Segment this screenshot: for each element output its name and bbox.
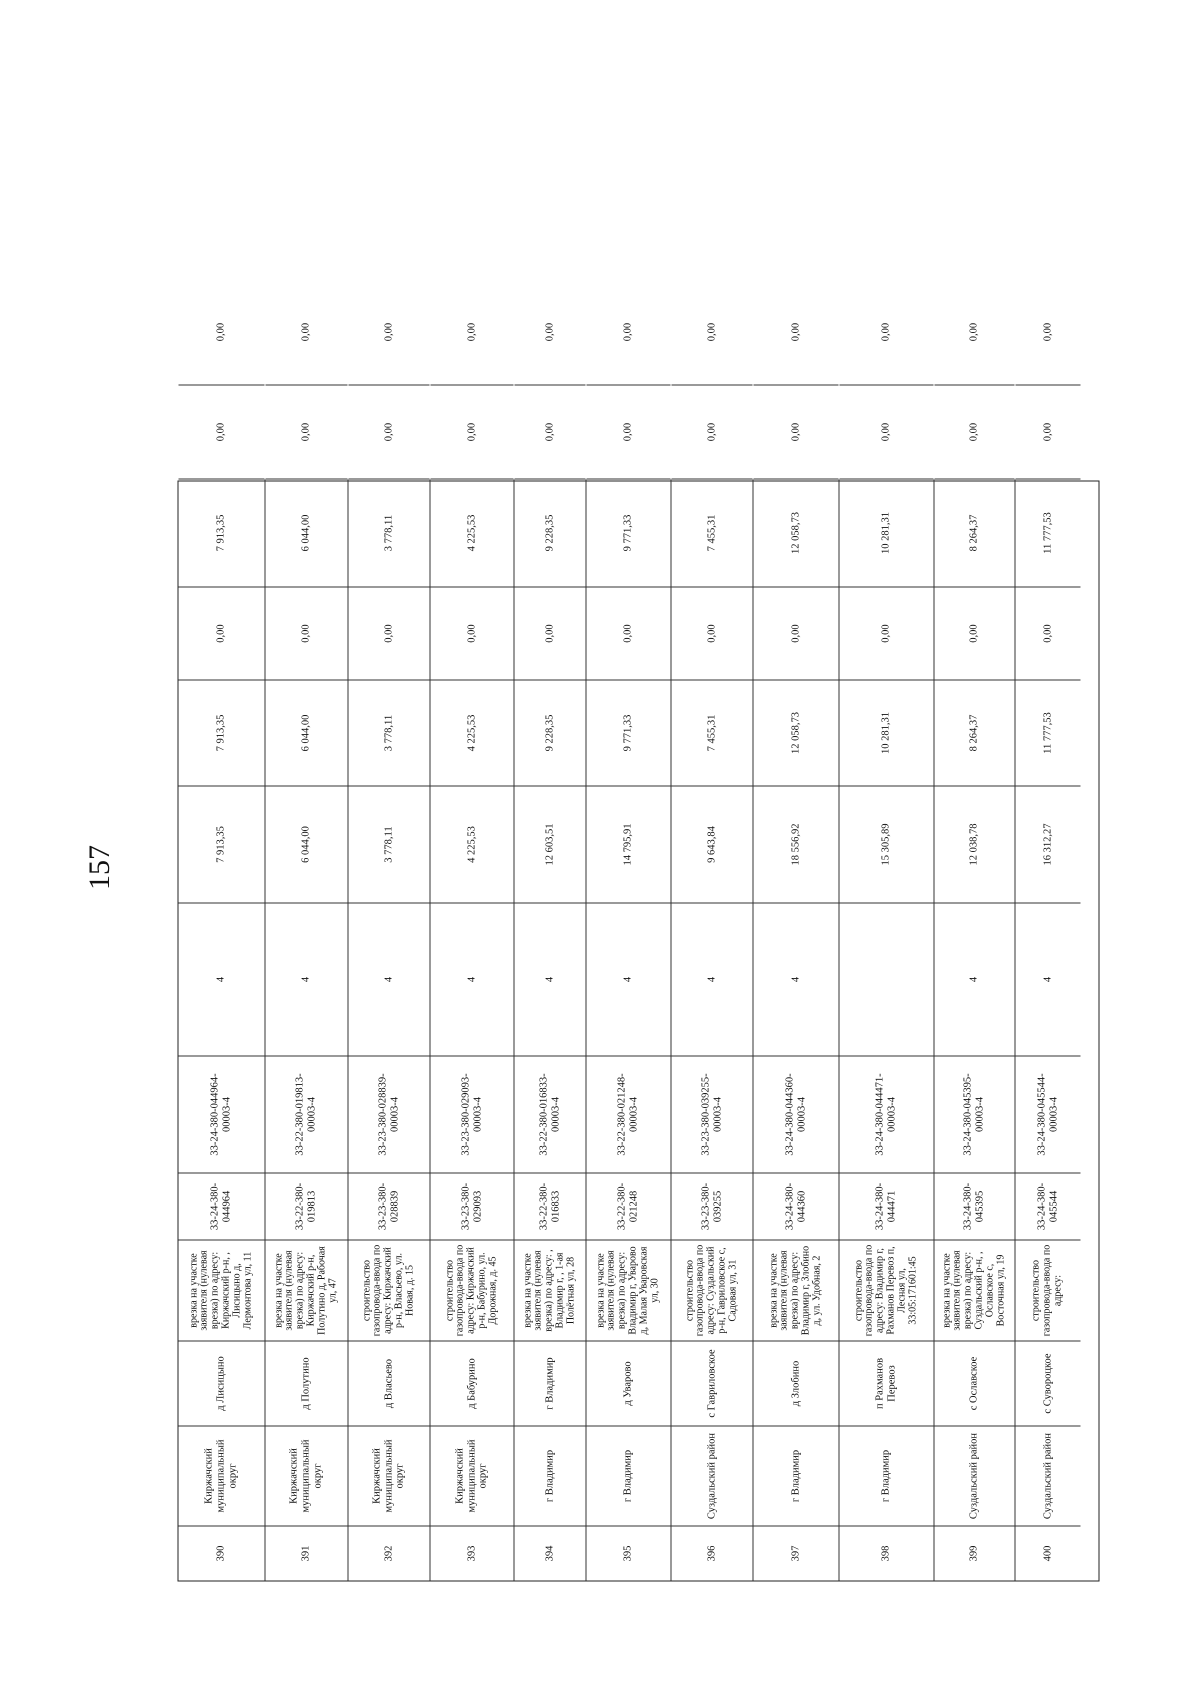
cell-text: врезка на участке заявителя (нулевая врезка) по адресу: Владимир г, Злобино д, ул. Удобная, 2 bbox=[767, 1245, 822, 1335]
cell-text: 4 bbox=[382, 976, 394, 982]
cell-text: 0,00 bbox=[880, 422, 892, 441]
table-row bbox=[585, 322, 670, 1580]
cell-category bbox=[265, 903, 347, 1056]
cell-col8 bbox=[514, 786, 585, 903]
cell-municipality bbox=[671, 1426, 752, 1526]
cell-text: г Владимир bbox=[880, 1449, 892, 1502]
cell-col11 bbox=[348, 479, 429, 587]
cell-col10 bbox=[430, 587, 513, 680]
cell-col12 bbox=[348, 385, 429, 479]
cell-text: строительство газопровода-ввода по адресу: Киржачский р-н, Бабурино, ул. Дорожная, д. 45 bbox=[443, 1244, 498, 1336]
cell-col10 bbox=[586, 587, 670, 680]
cell-text: 4 bbox=[622, 976, 634, 982]
cell-full-code bbox=[934, 1056, 1014, 1173]
table-row bbox=[752, 322, 838, 1580]
table-row bbox=[429, 322, 513, 1580]
cell-col11 bbox=[753, 479, 838, 587]
cell-col9 bbox=[178, 680, 264, 786]
cell-code bbox=[178, 1173, 264, 1240]
cell-text: 397 bbox=[789, 1545, 801, 1561]
cell-text: 8 264,37 bbox=[968, 714, 980, 751]
cell-text: 33-23-380-029093 bbox=[459, 1182, 483, 1230]
cell-text: п Рахманов Перевоз bbox=[874, 1357, 897, 1409]
cell-code bbox=[430, 1173, 513, 1240]
cell-col11 bbox=[178, 479, 264, 587]
cell-code bbox=[1015, 1173, 1080, 1240]
cell-text: 4 225,53 bbox=[465, 514, 477, 551]
cell-text: 33-22-380-021248 bbox=[616, 1182, 639, 1230]
cell-text: 33-22-380-019813-00003-4 bbox=[294, 1072, 317, 1156]
cell-text: 33-24-380-044471 bbox=[874, 1182, 897, 1230]
cell-col13 bbox=[430, 279, 513, 385]
cell-municipality bbox=[430, 1426, 513, 1526]
cell-text: 16 312,27 bbox=[1041, 823, 1053, 865]
cell-text: 11 777,53 bbox=[1041, 711, 1053, 754]
cell-col10 bbox=[934, 587, 1014, 680]
cell-text: 8 264,37 bbox=[968, 514, 980, 551]
cell-text: 0,00 bbox=[1041, 322, 1053, 341]
cell-category bbox=[430, 903, 513, 1056]
cell-text: 6 044,00 bbox=[300, 825, 312, 863]
cell-text: д Бабурино bbox=[465, 1357, 477, 1409]
table-row bbox=[264, 322, 347, 1580]
cell-text: 4 bbox=[1041, 976, 1053, 982]
cell-text: 394 bbox=[543, 1545, 555, 1561]
cell-category bbox=[178, 903, 264, 1056]
cell-text: 33-24-380-045395 bbox=[962, 1182, 985, 1230]
cell-text: 7 455,31 bbox=[705, 514, 717, 551]
cell-locality bbox=[430, 1341, 513, 1426]
cell-col9 bbox=[753, 680, 838, 786]
cell-no bbox=[348, 1526, 429, 1580]
cell-text: 33-22-380-016833-00003-4 bbox=[537, 1072, 561, 1156]
cell-text: 11 777,53 bbox=[1041, 511, 1053, 554]
cell-no bbox=[586, 1526, 670, 1580]
cell-work bbox=[514, 1240, 585, 1341]
cell-full-code bbox=[430, 1056, 513, 1173]
cell-col12 bbox=[839, 385, 933, 479]
cell-text: 33-24-380-045544-00003-4 bbox=[1035, 1072, 1059, 1156]
cell-text: 9 643,84 bbox=[705, 825, 717, 863]
cell-col8 bbox=[178, 786, 264, 903]
cell-text: 4 225,53 bbox=[465, 714, 477, 751]
cell-work bbox=[839, 1240, 933, 1341]
table-row bbox=[347, 322, 429, 1580]
cell-text: Суздальский район bbox=[705, 1432, 717, 1519]
cell-col13 bbox=[934, 279, 1014, 385]
cell-text: 0,00 bbox=[465, 322, 477, 341]
cell-col8 bbox=[348, 786, 429, 903]
cell-no bbox=[671, 1526, 752, 1580]
cell-col10 bbox=[1015, 587, 1080, 680]
cell-text: 3 778,11 bbox=[382, 714, 394, 751]
cell-text: 33-23-380-029093-00003-4 bbox=[459, 1072, 483, 1156]
cell-text: 0,00 bbox=[300, 422, 312, 441]
cell-text: 0,00 bbox=[382, 623, 394, 643]
cell-col10 bbox=[348, 587, 429, 680]
cell-text: 395 bbox=[622, 1545, 634, 1561]
cell-text: 33-24-380-044471-00003-4 bbox=[874, 1072, 897, 1156]
cell-text: с Сувороцкое bbox=[1041, 1352, 1053, 1414]
cell-text: 7 455,31 bbox=[705, 714, 717, 751]
cell-col9 bbox=[265, 680, 347, 786]
cell-text: строительство газопровода-ввода по адресу: bbox=[1030, 1244, 1063, 1336]
cell-text: 4 bbox=[789, 976, 801, 982]
cell-municipality bbox=[514, 1426, 585, 1526]
cell-full-code bbox=[753, 1056, 838, 1173]
cell-text: 18 556,92 bbox=[789, 823, 801, 865]
cell-col13 bbox=[348, 279, 429, 385]
cell-locality bbox=[586, 1341, 670, 1426]
cell-text: 33-24-380-044964-00003-4 bbox=[209, 1072, 232, 1156]
cell-col9 bbox=[934, 680, 1014, 786]
cell-text: д Власьево bbox=[382, 1358, 394, 1408]
cell-col9 bbox=[671, 680, 752, 786]
cell-municipality bbox=[753, 1426, 838, 1526]
cell-full-code bbox=[1015, 1056, 1080, 1173]
cell-locality bbox=[934, 1341, 1014, 1426]
cell-code bbox=[265, 1173, 347, 1240]
cell-text: д Уварово bbox=[622, 1360, 634, 1406]
cell-col13 bbox=[839, 279, 933, 385]
cell-category bbox=[934, 903, 1014, 1056]
table-row bbox=[513, 322, 585, 1580]
cell-text: 12 058,73 bbox=[789, 511, 801, 554]
cell-full-code bbox=[348, 1056, 429, 1173]
cell-no bbox=[753, 1526, 838, 1580]
cell-category bbox=[753, 903, 838, 1056]
cell-col8 bbox=[671, 786, 752, 903]
cell-municipality bbox=[586, 1426, 670, 1526]
cell-text: 7 913,35 bbox=[215, 825, 227, 863]
cell-col8 bbox=[839, 786, 933, 903]
cell-text: д Злобино bbox=[789, 1360, 801, 1406]
cell-municipality bbox=[348, 1426, 429, 1526]
cell-text: с Ославское bbox=[968, 1356, 980, 1410]
cell-locality bbox=[178, 1341, 264, 1426]
cell-work bbox=[348, 1240, 429, 1341]
cell-text: Суздальский район bbox=[968, 1432, 980, 1519]
cell-text: 15 305,89 bbox=[880, 823, 892, 865]
cell-text: 7 913,35 bbox=[215, 514, 227, 551]
cell-text: 0,00 bbox=[968, 623, 980, 643]
cell-text: д Полутино bbox=[300, 1356, 312, 1410]
cell-text: 9 228,35 bbox=[543, 714, 555, 751]
cell-text: г Владимир bbox=[543, 1449, 555, 1502]
cell-text: 0,00 bbox=[880, 322, 892, 341]
cell-work bbox=[586, 1240, 670, 1341]
cell-text: врезка на участке заявителя (нулевая врезка) по адресу: Владимир г, Уварово д, Малая Уваровская ул, 30 bbox=[594, 1245, 660, 1335]
cell-col11 bbox=[839, 479, 933, 587]
cell-text: 391 bbox=[300, 1545, 312, 1561]
cell-work bbox=[1015, 1240, 1080, 1341]
cell-category bbox=[839, 903, 933, 1056]
cell-text: 33-24-380-044360 bbox=[783, 1182, 807, 1230]
cell-text: 0,00 bbox=[543, 322, 555, 341]
cell-locality bbox=[265, 1341, 347, 1426]
cell-text: 0,00 bbox=[215, 422, 227, 441]
cell-col11 bbox=[1015, 479, 1080, 587]
cell-full-code bbox=[178, 1056, 264, 1173]
cell-col8 bbox=[1015, 786, 1080, 903]
cell-col9 bbox=[1015, 680, 1080, 786]
cell-category bbox=[348, 903, 429, 1056]
cell-text: 0,00 bbox=[705, 422, 717, 441]
cell-col9 bbox=[348, 680, 429, 786]
cell-category bbox=[586, 903, 670, 1056]
cell-municipality bbox=[934, 1426, 1014, 1526]
cell-text: 6 044,00 bbox=[300, 714, 312, 751]
cell-text: 0,00 bbox=[300, 322, 312, 341]
cell-municipality bbox=[1015, 1426, 1080, 1526]
cell-col10 bbox=[178, 587, 264, 680]
table-row bbox=[670, 322, 752, 1580]
cell-code bbox=[514, 1173, 585, 1240]
cell-text: г Владимир bbox=[543, 1356, 555, 1410]
cell-text: строительство газопровода-ввода по адресу: Киржачский р-н, Власьево, ул. Новая, д. 15 bbox=[360, 1244, 415, 1336]
cell-text: 0,00 bbox=[382, 322, 394, 341]
cell-text: 0,00 bbox=[215, 623, 227, 643]
cell-work bbox=[178, 1240, 264, 1341]
cell-text: Киржачский муниципальный округ bbox=[288, 1438, 323, 1513]
cell-text: 4 bbox=[300, 976, 312, 982]
cell-col9 bbox=[430, 680, 513, 786]
cell-locality bbox=[671, 1341, 752, 1426]
cell-text: 0,00 bbox=[968, 322, 980, 341]
cell-text: 390 bbox=[215, 1545, 227, 1561]
cell-col11 bbox=[671, 479, 752, 587]
cell-text: 33-23-380-028839 bbox=[376, 1182, 400, 1230]
cell-municipality bbox=[265, 1426, 347, 1526]
cell-text: 0,00 bbox=[880, 623, 892, 643]
cell-text: Киржачский муниципальный округ bbox=[203, 1438, 238, 1513]
cell-text: 0,00 bbox=[300, 623, 312, 643]
cell-col12 bbox=[934, 385, 1014, 479]
cell-text: 0,00 bbox=[1041, 422, 1053, 441]
cell-col10 bbox=[265, 587, 347, 680]
cell-no bbox=[934, 1526, 1014, 1580]
table-row bbox=[178, 322, 264, 1580]
cell-no bbox=[178, 1526, 264, 1580]
cell-text: 399 bbox=[968, 1545, 980, 1561]
cell-col12 bbox=[265, 385, 347, 479]
cell-text: Суздальский район bbox=[1041, 1432, 1053, 1519]
cell-work bbox=[753, 1240, 838, 1341]
cell-text: 9 771,33 bbox=[622, 714, 634, 751]
cell-text: 0,00 bbox=[382, 422, 394, 441]
cell-text: 3 778,11 bbox=[382, 825, 394, 863]
cell-col9 bbox=[586, 680, 670, 786]
cell-text: 0,00 bbox=[968, 422, 980, 441]
cell-col10 bbox=[753, 587, 838, 680]
cell-text: 0,00 bbox=[465, 422, 477, 441]
cell-col12 bbox=[178, 385, 264, 479]
cell-full-code bbox=[265, 1056, 347, 1173]
cell-text: г Владимир bbox=[789, 1449, 801, 1502]
cell-text: 4 bbox=[705, 976, 717, 982]
cell-text: 4 225,53 bbox=[465, 825, 477, 863]
cell-col13 bbox=[671, 279, 752, 385]
cell-text: Киржачский муниципальный округ bbox=[453, 1438, 489, 1513]
cell-code bbox=[839, 1173, 933, 1240]
cell-text: врезка на участке заявителя (нулевая врезка) по адресу: , Владимир г, , 1-ая Полётная ул, 28 bbox=[521, 1248, 576, 1332]
cell-col8 bbox=[430, 786, 513, 903]
cell-col11 bbox=[430, 479, 513, 587]
cell-text: 4 bbox=[543, 976, 555, 982]
cell-text: 0,00 bbox=[789, 322, 801, 341]
cell-col10 bbox=[671, 587, 752, 680]
cell-text: 0,00 bbox=[622, 422, 634, 441]
cell-text: 33-23-380-039255 bbox=[699, 1182, 723, 1230]
cell-text: 4 bbox=[465, 976, 477, 982]
data-table bbox=[177, 322, 1099, 1581]
cell-text: 0,00 bbox=[789, 623, 801, 643]
cell-text: 33-23-380-028839-00003-4 bbox=[376, 1072, 400, 1156]
cell-code bbox=[671, 1173, 752, 1240]
cell-code bbox=[348, 1173, 429, 1240]
cell-full-code bbox=[514, 1056, 585, 1173]
cell-full-code bbox=[586, 1056, 670, 1173]
cell-col12 bbox=[430, 385, 513, 479]
cell-text: с Гавриловское bbox=[705, 1348, 717, 1418]
cell-col10 bbox=[514, 587, 585, 680]
cell-locality bbox=[1015, 1341, 1080, 1426]
cell-text: 9 228,35 bbox=[543, 514, 555, 551]
cell-col12 bbox=[753, 385, 838, 479]
cell-text: врезка на участке заявителя (нулевая врезка) по адресу: Киржачский р-н, , Лисицыно д, Лермонтова ул, 11 bbox=[187, 1249, 253, 1331]
cell-municipality bbox=[839, 1426, 933, 1526]
cell-text: 9 771,33 bbox=[622, 514, 634, 551]
cell-col8 bbox=[753, 786, 838, 903]
cell-col8 bbox=[586, 786, 670, 903]
cell-text: 0,00 bbox=[789, 422, 801, 441]
cell-text: строительство газопровода-ввода по адресу: Суздальский р-н, Гавриловское с, Садовая ул, 31 bbox=[683, 1244, 738, 1336]
cell-text: 0,00 bbox=[543, 422, 555, 441]
cell-text: 6 044,00 bbox=[300, 514, 312, 551]
cell-col8 bbox=[934, 786, 1014, 903]
cell-text: врезка на участке заявителя (нулевая врезка) по адресу: Киржачский р-н, Полутино д, Рабочая ул, 47 bbox=[272, 1245, 338, 1335]
cell-code bbox=[586, 1173, 670, 1240]
cell-text: врезка на участке заявителя (нулевая врезка) по адресу: Суздальский р-н, , Ославское с, Восточная ул, 19 bbox=[940, 1249, 1006, 1331]
cell-work bbox=[934, 1240, 1014, 1341]
cell-col10 bbox=[839, 587, 933, 680]
cell-locality bbox=[753, 1341, 838, 1426]
cell-col13 bbox=[265, 279, 347, 385]
cell-col13 bbox=[586, 279, 670, 385]
cell-locality bbox=[348, 1341, 429, 1426]
cell-text: 12 038,78 bbox=[968, 823, 980, 865]
cell-work bbox=[430, 1240, 513, 1341]
cell-text: 12 058,73 bbox=[789, 711, 801, 754]
cell-text: 33-23-380-039255-00003-4 bbox=[699, 1072, 723, 1156]
cell-col11 bbox=[934, 479, 1014, 587]
cell-text: 14 795,91 bbox=[622, 823, 634, 865]
cell-text: 33-22-380-016833 bbox=[537, 1182, 561, 1230]
cell-text: 4 bbox=[968, 976, 980, 982]
cell-col13 bbox=[753, 279, 838, 385]
cell-col11 bbox=[265, 479, 347, 587]
cell-text: 400 bbox=[1041, 1545, 1053, 1561]
cell-text: 33-22-380-019813 bbox=[294, 1182, 317, 1230]
cell-no bbox=[1015, 1526, 1080, 1580]
cell-text: 396 bbox=[705, 1545, 717, 1561]
cell-text: 0,00 bbox=[622, 322, 634, 341]
cell-text: 10 281,31 bbox=[880, 511, 892, 554]
cell-category bbox=[1015, 903, 1080, 1056]
table-row bbox=[838, 322, 933, 1580]
page-number: 157 bbox=[83, 845, 116, 890]
cell-text: 0,00 bbox=[622, 623, 634, 643]
cell-col11 bbox=[586, 479, 670, 587]
cell-text: 0,00 bbox=[465, 623, 477, 643]
cell-text: строительство газопровода-ввода по адресу: Владимир г, Рахманов Перевоз п, Лесная ул, 33:05:171601:45 bbox=[852, 1244, 918, 1336]
cell-no bbox=[430, 1526, 513, 1580]
cell-text: 33-24-380-045544 bbox=[1035, 1182, 1059, 1230]
cell-text: 33-24-380-045395-00003-4 bbox=[962, 1072, 985, 1156]
cell-category bbox=[671, 903, 752, 1056]
cell-text: 0,00 bbox=[705, 623, 717, 643]
cell-text: 398 bbox=[880, 1545, 892, 1561]
cell-col13 bbox=[1015, 279, 1080, 385]
cell-text: 0,00 bbox=[705, 322, 717, 341]
cell-text: 0,00 bbox=[1041, 623, 1053, 643]
cell-text: 33-24-380-044360-00003-4 bbox=[783, 1072, 807, 1156]
cell-col13 bbox=[514, 279, 585, 385]
cell-text: 3 778,11 bbox=[382, 514, 394, 551]
cell-text: 10 281,31 bbox=[880, 711, 892, 754]
cell-no bbox=[265, 1526, 347, 1580]
cell-text: 12 603,51 bbox=[543, 823, 555, 865]
cell-col9 bbox=[839, 680, 933, 786]
cell-work bbox=[671, 1240, 752, 1341]
cell-col8 bbox=[265, 786, 347, 903]
cell-full-code bbox=[671, 1056, 752, 1173]
cell-work bbox=[265, 1240, 347, 1341]
cell-no bbox=[514, 1526, 585, 1580]
cell-text: Киржачский муниципальный округ bbox=[370, 1438, 406, 1513]
table-row bbox=[933, 322, 1014, 1580]
cell-category bbox=[514, 903, 585, 1056]
cell-municipality bbox=[178, 1426, 264, 1526]
cell-text: г Владимир bbox=[622, 1449, 634, 1502]
cell-col9 bbox=[514, 680, 585, 786]
cell-no bbox=[839, 1526, 933, 1580]
cell-text: 33-24-380-044964 bbox=[209, 1182, 232, 1230]
cell-col12 bbox=[514, 385, 585, 479]
cell-code bbox=[753, 1173, 838, 1240]
cell-col12 bbox=[671, 385, 752, 479]
cell-text: 392 bbox=[382, 1545, 394, 1561]
cell-locality bbox=[839, 1341, 933, 1426]
cell-text: 0,00 bbox=[215, 322, 227, 341]
cell-code bbox=[934, 1173, 1014, 1240]
cell-text: 33-22-380-021248-00003-4 bbox=[616, 1072, 639, 1156]
cell-full-code bbox=[839, 1056, 933, 1173]
cell-text: 0,00 bbox=[543, 623, 555, 643]
cell-col12 bbox=[1015, 385, 1080, 479]
cell-text: 7 913,35 bbox=[215, 714, 227, 751]
cell-text: 393 bbox=[465, 1545, 477, 1561]
cell-locality bbox=[514, 1341, 585, 1426]
table-row bbox=[1014, 322, 1080, 1580]
cell-col13 bbox=[178, 279, 264, 385]
cell-col12 bbox=[586, 385, 670, 479]
cell-text: 4 bbox=[215, 976, 227, 982]
cell-col11 bbox=[514, 479, 585, 587]
cell-text: д Лисицыно bbox=[215, 1355, 227, 1411]
